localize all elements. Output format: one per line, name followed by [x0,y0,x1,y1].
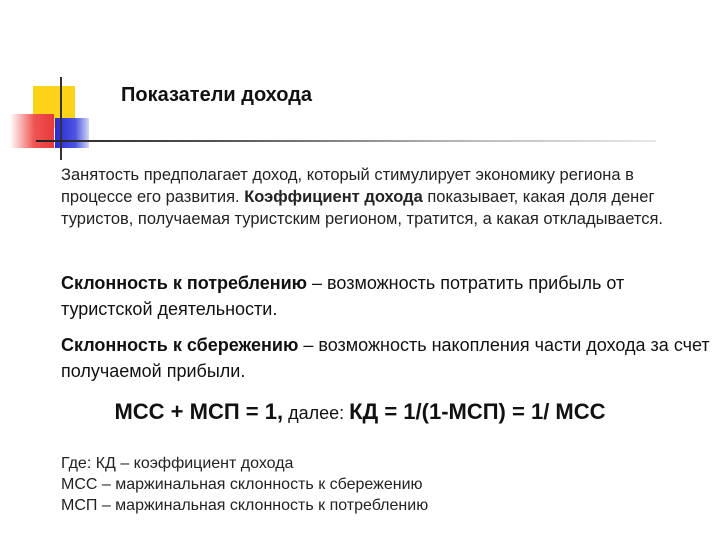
formula [0,399,720,425]
paragraph3-text: – возможность накопления части дохода за счет получаемой прибыли. [61,335,710,381]
formula-right: КД = 1/(1-МСП) = 1/ МСС [349,399,606,424]
definitions-list [61,453,428,516]
definition-msp: МСП – маржинальная склонность к потреблению [61,497,429,514]
paragraph-income-coefficient [61,164,701,230]
paragraph-savings-propensity [61,332,711,384]
formula-middle: далее: [283,403,350,423]
paragraph1-bold-term: Коэффициент дохода [244,188,423,206]
paragraph1-text-a: Занятость предполагает доход, который стимулирует экономику региона в процессе его развития. [61,166,634,206]
title-underline [36,140,656,142]
paragraph2-text: – возможность потратить прибыль от туристской деятельности. [61,273,625,319]
definition-mss: МСС – маржинальная склонность к сбережению [61,476,423,493]
paragraph2-bold-term: Склонность к потреблению [61,273,308,293]
formula-left: МСС + МСП = 1, [114,399,284,424]
paragraph1-text-b: показывает, какая доля денег туристов, получаемая туристским регионом, тратится, а какая откладывается. [61,188,663,228]
paragraph-consumption-propensity [61,270,711,322]
decor-vertical-line [60,77,62,160]
definition-kd: Где: КД – коэффициент дохода [61,455,294,472]
paragraph3-bold-term: Склонность к сбережению [61,335,299,355]
slide-title: Показатели дохода [121,84,313,106]
decor-red-square [10,114,54,148]
